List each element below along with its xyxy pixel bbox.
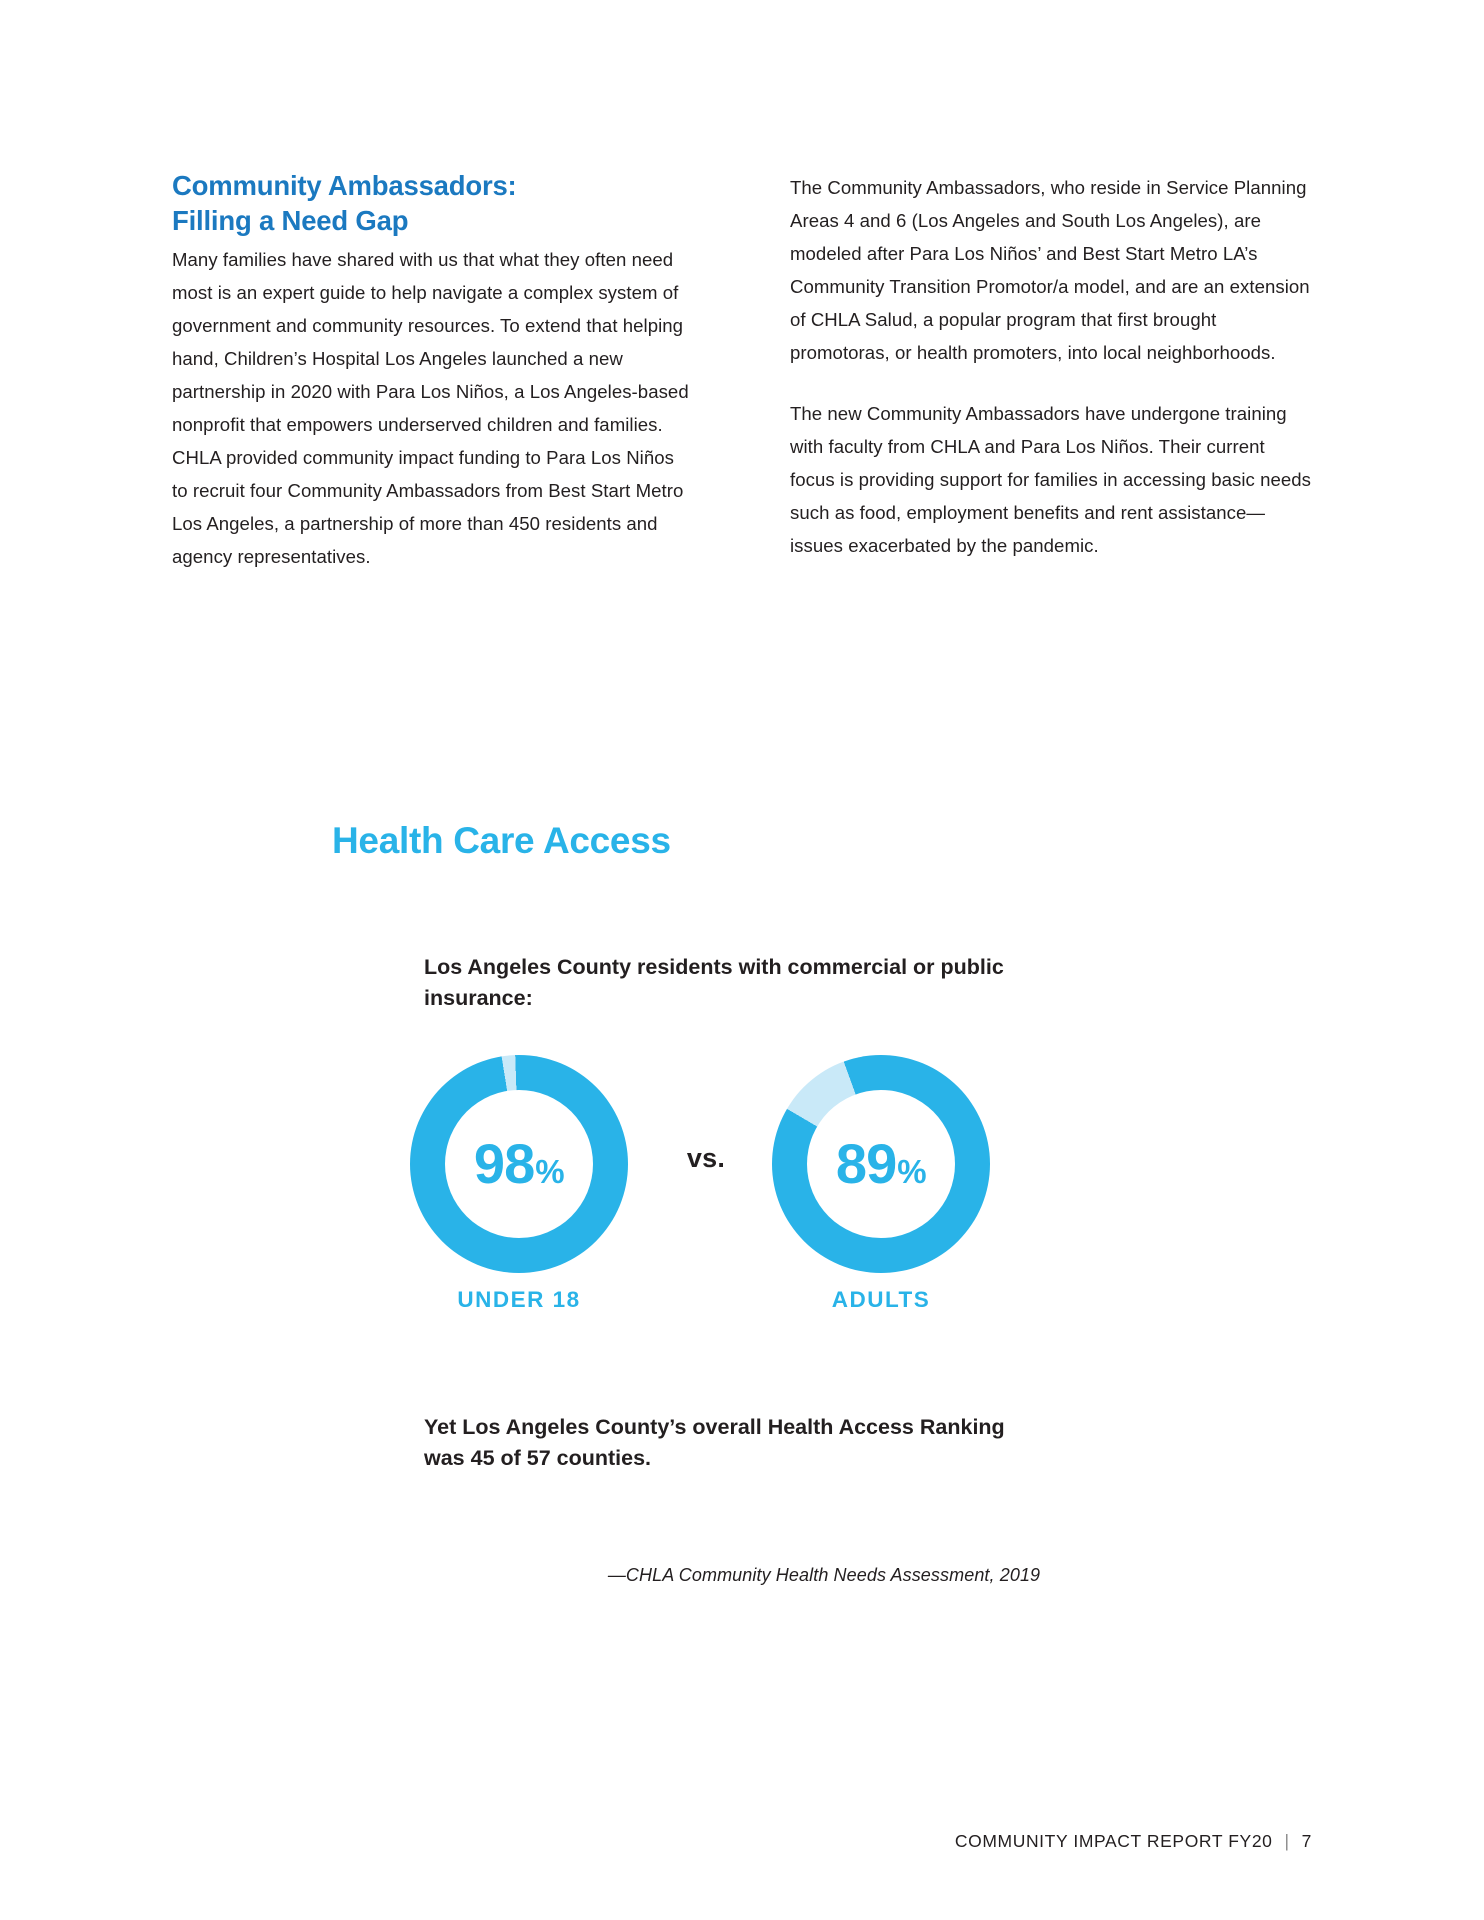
comparator-label: vs. — [686, 1143, 726, 1173]
page-footer — [955, 1831, 1312, 1852]
donut-value-under-18 — [473, 1132, 565, 1195]
donut-adults — [772, 1055, 990, 1313]
article-right-column — [790, 168, 1312, 573]
article-two-column — [172, 168, 1312, 573]
article-left-column — [172, 168, 694, 573]
donut-label-under-18: UNDER 18 — [457, 1287, 581, 1312]
donut-ring-adults — [772, 1055, 990, 1273]
donut-ring-under-18 — [410, 1055, 628, 1273]
donut-center-under-18 — [445, 1090, 593, 1238]
donut-value-number-under-18: 98 — [473, 1132, 535, 1195]
headline-line-1: Community Ambassadors: — [172, 170, 517, 201]
left-paragraph-1: Many families have shared with us that what they often need most is an expert guide to help navigate a complex system of government and community resources. To extend that helping hand, Children’s Hospital Los Angeles launched a new partnership in 2020 with Para Los Niños, a Los Angeles-based nonprofit that empowers underserved children and families. CHLA provided community impact funding to Para Los Niños to recruit four Community Ambassadors from Best Start Metro Los Angeles, a partnership of more than 450 residents and agency representatives. — [172, 249, 689, 567]
page-title — [172, 168, 694, 238]
source-citation: —CHLA Community Health Needs Assessment, 2019 — [607, 1565, 1041, 1585]
percent-sign-under-18: % — [535, 1153, 565, 1190]
followup-statement: Yet Los Angeles County’s overall Health Access Ranking was 45 of 57 counties. — [424, 1415, 1005, 1470]
footer-page-number: 7 — [1301, 1831, 1312, 1851]
donut-center-adults — [807, 1090, 955, 1238]
donut-label-adults: ADULTS — [831, 1287, 931, 1312]
headline-line-2: Filling a Need Gap — [172, 205, 409, 237]
donut-value-number-adults: 89 — [835, 1132, 897, 1195]
footer-divider: | — [1284, 1831, 1290, 1851]
right-paragraph-1: The Community Ambassadors, who reside in Service Planning Areas 4 and 6 (Los Angeles and South Los Angeles), are modeled after Para Los Niños’ and Best Start Metro LA’s Community Transition Promotor/a model, and are an extension of CHLA Salud, a popular program that first brought promotoras, or health promoters, into local neighborhoods. — [790, 177, 1310, 363]
left-body-text — [172, 244, 694, 573]
right-body-text — [790, 172, 1312, 563]
right-paragraph-2: The new Community Ambassadors have undergone training with faculty from CHLA and Para Los Niños. Their current focus is providing support for families in accessing basic needs such as food, employment benefits and rent assistance—issues exacerbated by the pandemic. — [790, 403, 1311, 557]
donut-under-18 — [410, 1055, 628, 1313]
footer-report-title: COMMUNITY IMPACT REPORT FY20 — [954, 1831, 1273, 1851]
donut-value-adults — [835, 1132, 927, 1195]
section-title-health-care-access: Health Care Access — [332, 820, 671, 861]
percent-sign-adults: % — [897, 1153, 927, 1190]
chart-lead-statement: Los Angeles County residents with commercial or public insurance: — [424, 955, 1004, 1010]
donut-chart-group — [410, 1055, 990, 1315]
